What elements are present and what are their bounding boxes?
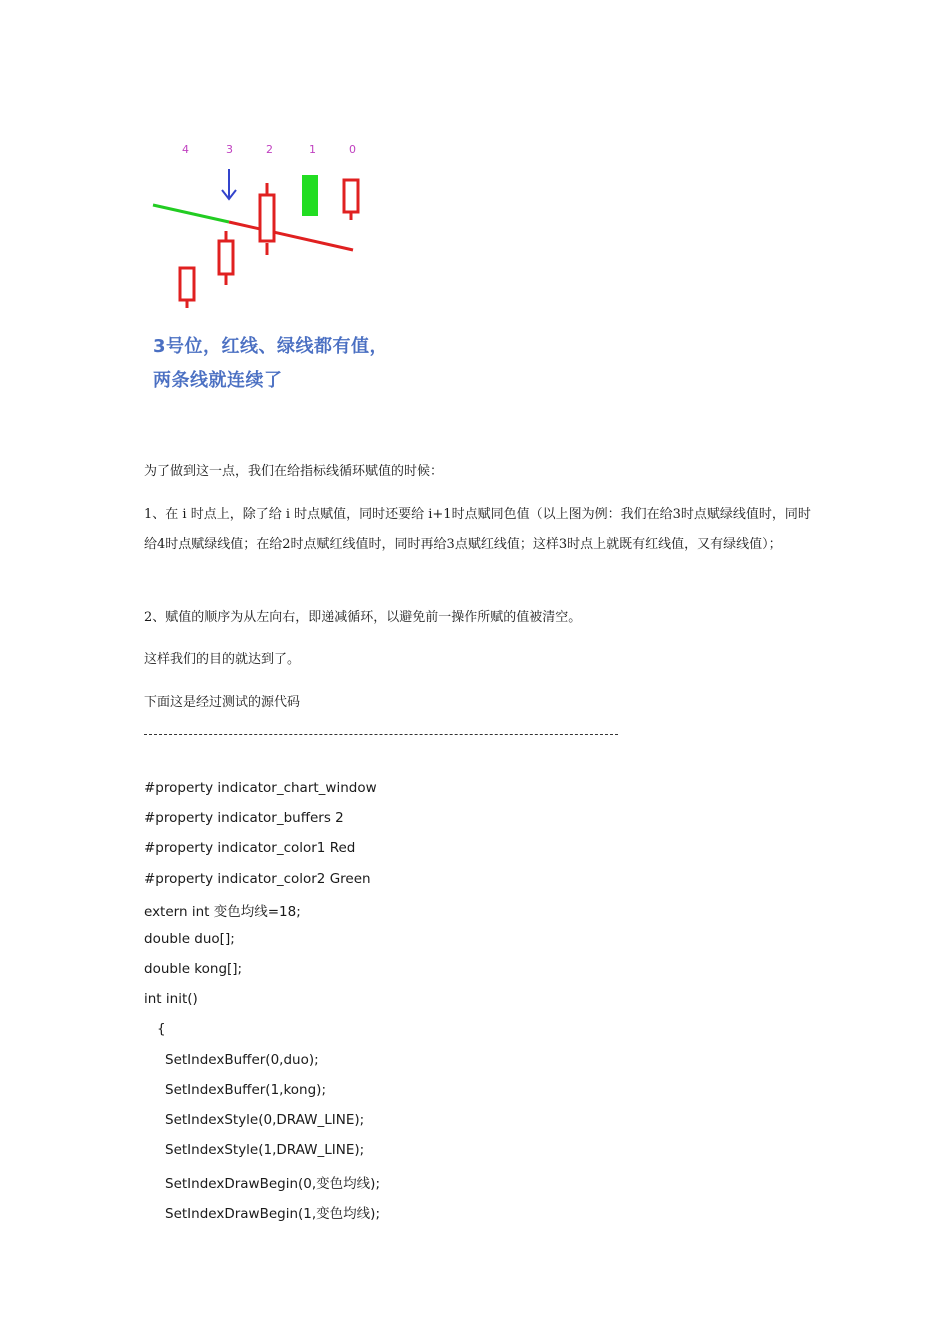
code-line: extern int 变色均线=18; — [144, 904, 301, 920]
paragraph-intro: 为了做到这一点，我们在给指标线循环赋值的时候： — [144, 464, 444, 479]
candle-0 — [344, 180, 358, 220]
code-line: { — [157, 1021, 166, 1037]
code-line: #property indicator_color2 Green — [144, 871, 371, 887]
code-line: #property indicator_color1 Red — [144, 840, 356, 856]
bar-number-0: 0 — [349, 143, 356, 156]
code-line: #property indicator_chart_window — [144, 780, 377, 796]
red-ma-line — [229, 222, 353, 250]
paragraph-code-intro: 下面这是经过测试的源代码 — [144, 695, 301, 710]
bar-number-2: 2 — [266, 143, 273, 156]
code-line: SetIndexBuffer(1,kong); — [165, 1082, 326, 1098]
code-line: SetIndexDrawBegin(1,变色均线); — [165, 1206, 380, 1222]
candlestick-figure — [140, 136, 400, 398]
code-line: SetIndexBuffer(0,duo); — [165, 1052, 319, 1068]
code-line: double kong[]; — [144, 961, 243, 977]
candlestick-drawing — [140, 136, 400, 326]
figure-caption-line1: 3号位，红线、绿线都有值， — [153, 336, 389, 357]
paragraph-step-2: 2、赋值的顺序为从左向右，即递减循环，以避免前一操作所赋的值被清空。 — [144, 610, 582, 625]
down-arrow-icon — [222, 169, 236, 199]
dashed-separator — [144, 734, 618, 735]
code-line: SetIndexStyle(0,DRAW_LINE); — [165, 1112, 365, 1128]
green-ma-line — [153, 205, 229, 222]
code-line: SetIndexDrawBegin(0,变色均线); — [165, 1176, 380, 1192]
paragraph-step-1: 1、在 i 时点上，除了给 i 时点赋值，同时还要给 i+1时点赋同色值（以上图为例：我们在给3时点赋绿线值时，同时给4时点赋绿线值；在给2时点赋红线值时，同时再给3点赋红线值；这样3时点上就既有红线值，又有绿线值）； — [144, 507, 811, 552]
bar-number-4: 4 — [182, 143, 189, 156]
candle-4 — [180, 268, 194, 308]
code-line: #property indicator_buffers 2 — [144, 810, 344, 826]
candle-2 — [260, 183, 274, 255]
candle-3 — [219, 231, 233, 285]
bar-number-1: 1 — [309, 143, 316, 156]
paragraph-result: 这样我们的目的就达到了。 — [144, 652, 301, 667]
code-line: int init() — [144, 991, 198, 1007]
figure-caption-line2: 两条线就连续了 — [153, 370, 283, 391]
code-line: SetIndexStyle(1,DRAW_LINE); — [165, 1142, 365, 1158]
bar-number-3: 3 — [226, 143, 233, 156]
candle-1 — [302, 175, 318, 216]
code-line: double duo[]; — [144, 931, 235, 947]
